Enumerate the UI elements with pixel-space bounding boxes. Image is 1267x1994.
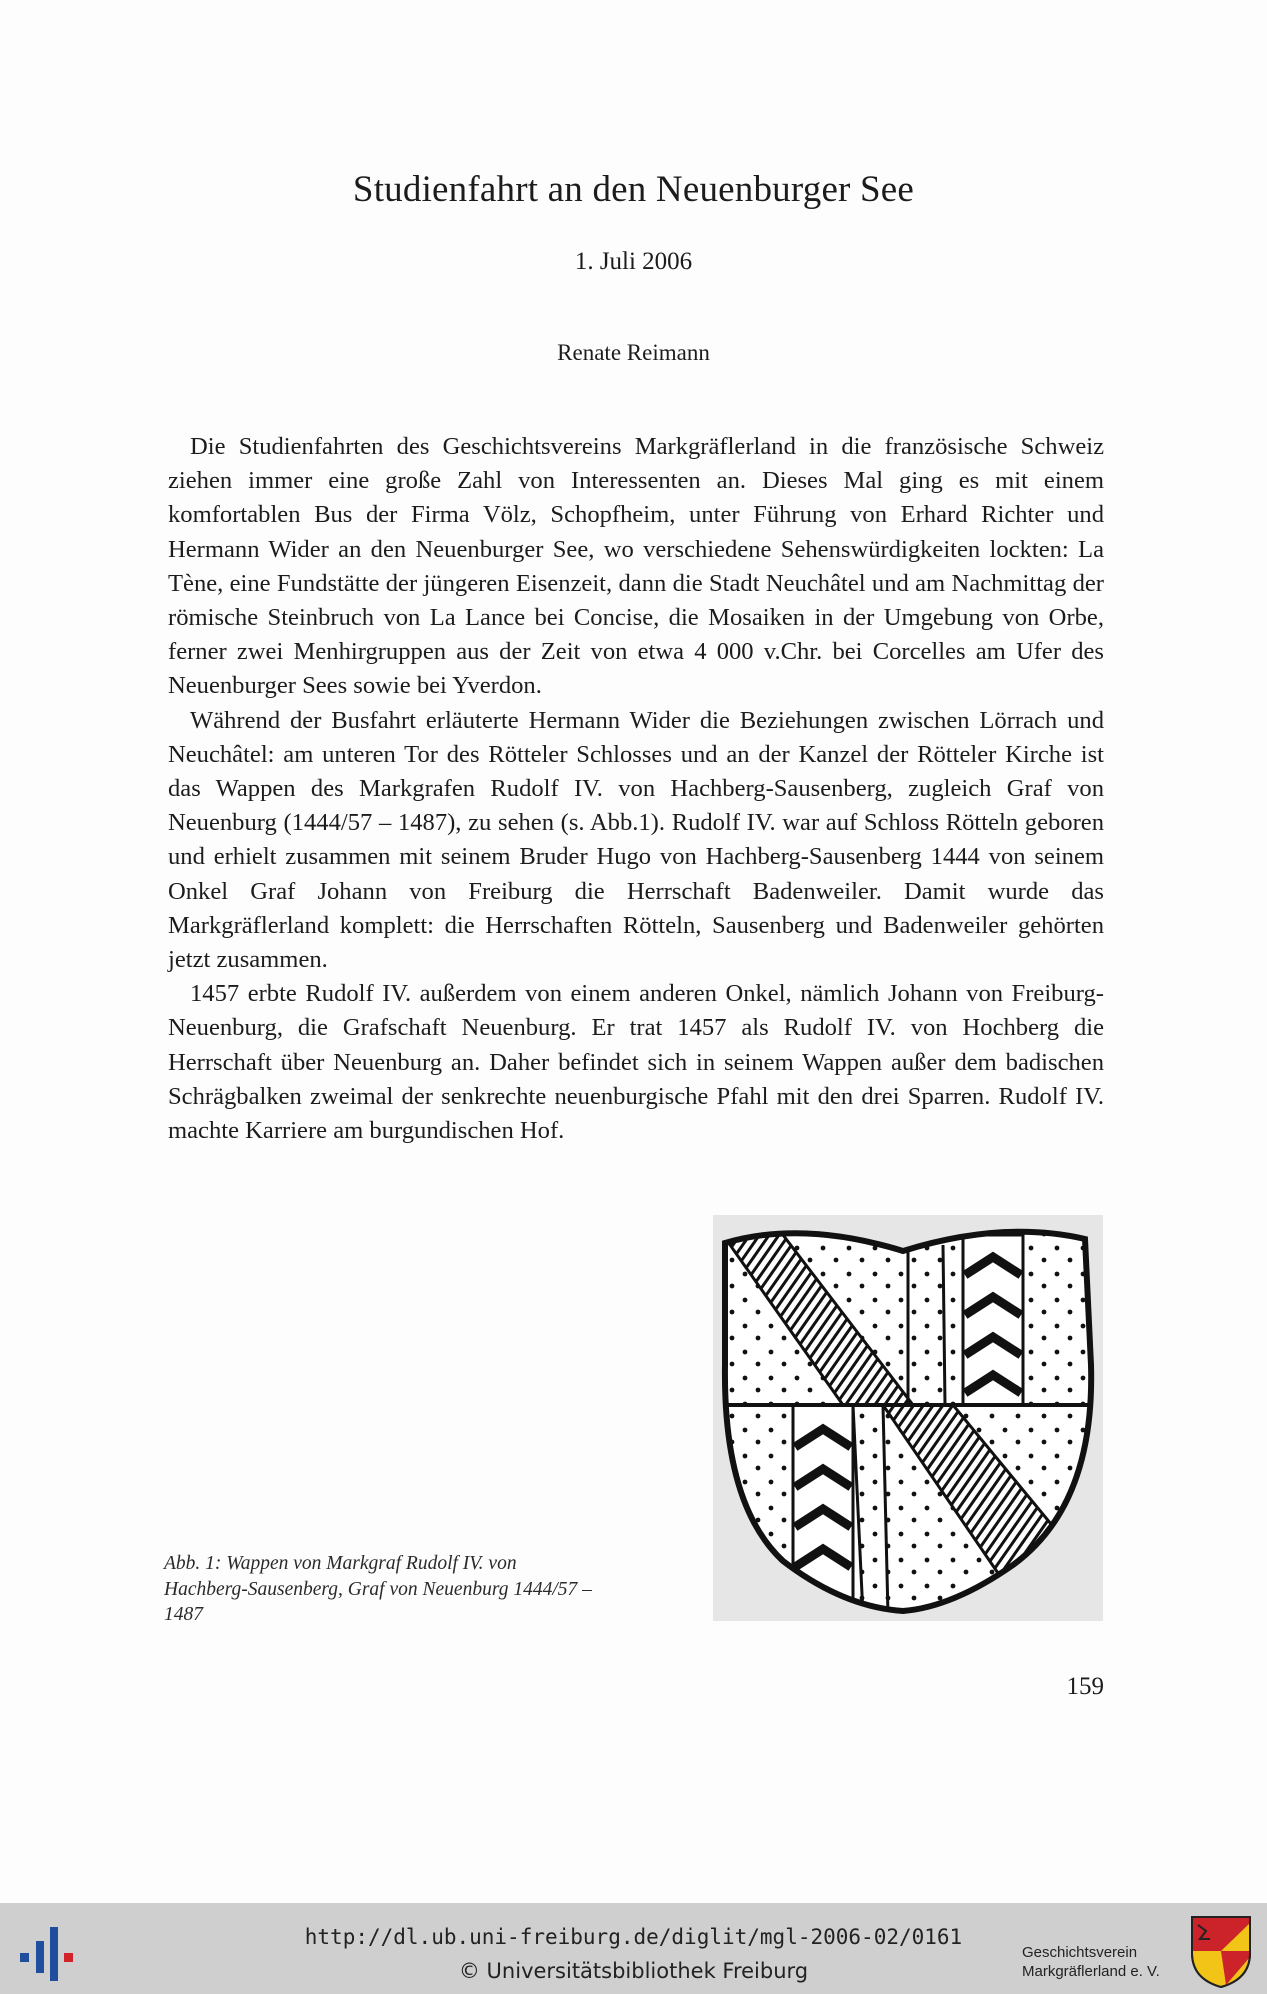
coat-of-arms-drawing: [713, 1215, 1103, 1621]
page-number: 159: [1066, 1673, 1104, 1700]
article-title: Studienfahrt an den Neuenburger See: [352, 169, 915, 210]
footer-bar: [0, 1903, 1267, 1994]
society-name-line1: Geschichtsverein: [1022, 1944, 1138, 1961]
society-name-line2: Markgräflerland e. V.: [1022, 1963, 1160, 1980]
article-date: 1. Juli 2006: [574, 248, 693, 275]
paragraph-3: 1457 erbte Rudolf IV. außerdem von einem anderen Onkel, nämlich Johann von Freiburg-Neuenburg, die Grafschaft Neuenburg. Er trat 1457 als Rudolf IV. von Hochberg die Herrschaft über Neuenburg an. Daher befindet sich in seinem Wappen außer dem badischen Schrägbalken zweimal der senkrechte neuenburgische Pfahl mit den drei Sparren. Rudolf IV. machte Karriere am burgundischen Hof.: [168, 980, 1104, 1145]
markgraeflerland-crest-icon: [1188, 1913, 1254, 1989]
paragraph-2: Während der Busfahrt erläuterte Hermann Wider die Beziehungen zwischen Lörrach und Neuchâtel: am unteren Tor des Rötteler Schlosses und an der Kanzel der Rötteler Kirche ist das Wappen des Markgrafen Rudolf IV. von Hachberg-Sausenberg, zugleich Graf von Neuenburg (1444/57 – 1487), zu sehen (s. Abb.1). Rudolf IV. war auf Schloss Rötteln geboren und erhielt zusammen mit seinem Bruder Hugo von Hachberg-Sausenberg 1444 von seinem Onkel Graf Johann von Freiburg die Herrschaft Badenweiler. Damit wurde das Markgräflerland komplett: die Herrschaften Rötteln, Sausenberg und Badenweiler gehörten jetzt zusammen.: [168, 706, 1104, 974]
article-author: Renate Reimann: [557, 340, 710, 365]
paragraph-1: Die Studienfahrten des Geschichtsvereins Markgräflerland in die französische Schweiz ziehen immer eine große Zahl von Interessenten an. Dieses Mal ging es mit einem komfortablen Bus der Firma Völz, Schopfheim, unter Führung von Erhard Richter und Hermann Wider an den Neuenburger See, wo verschiedene Sehenswürdigkeiten lockten: La Tène, eine Fundstätte der jüngeren Eisenzeit, dann die Stadt Neuchâtel und am Nachmittag der römische Steinbruch von La Lance bei Concise, die Mosaiken in der Umgebung von Orbe, ferner zwei Menhirgruppen aus der Zeit von etwa 4 000 v.Chr. bei Corcelles am Ufer des Neuenburger Sees sowie bei Yverdon.: [168, 433, 1104, 700]
coat-of-arms-figure: [713, 1215, 1103, 1621]
copyright-text: © Universitätsbibliothek Freiburg: [458, 1959, 809, 1983]
document-url-link[interactable]: http://dl.ub.uni-freiburg.de/diglit/mgl-2006-02/0161: [304, 1925, 963, 1949]
article-body: [168, 430, 1104, 1148]
figure-caption: Abb. 1: Wappen von Markgraf Rudolf IV. von Hachberg-Sausenberg, Graf von Neuenburg 1444/57 – 1487: [164, 1553, 592, 1625]
society-name: [1022, 1943, 1160, 1981]
